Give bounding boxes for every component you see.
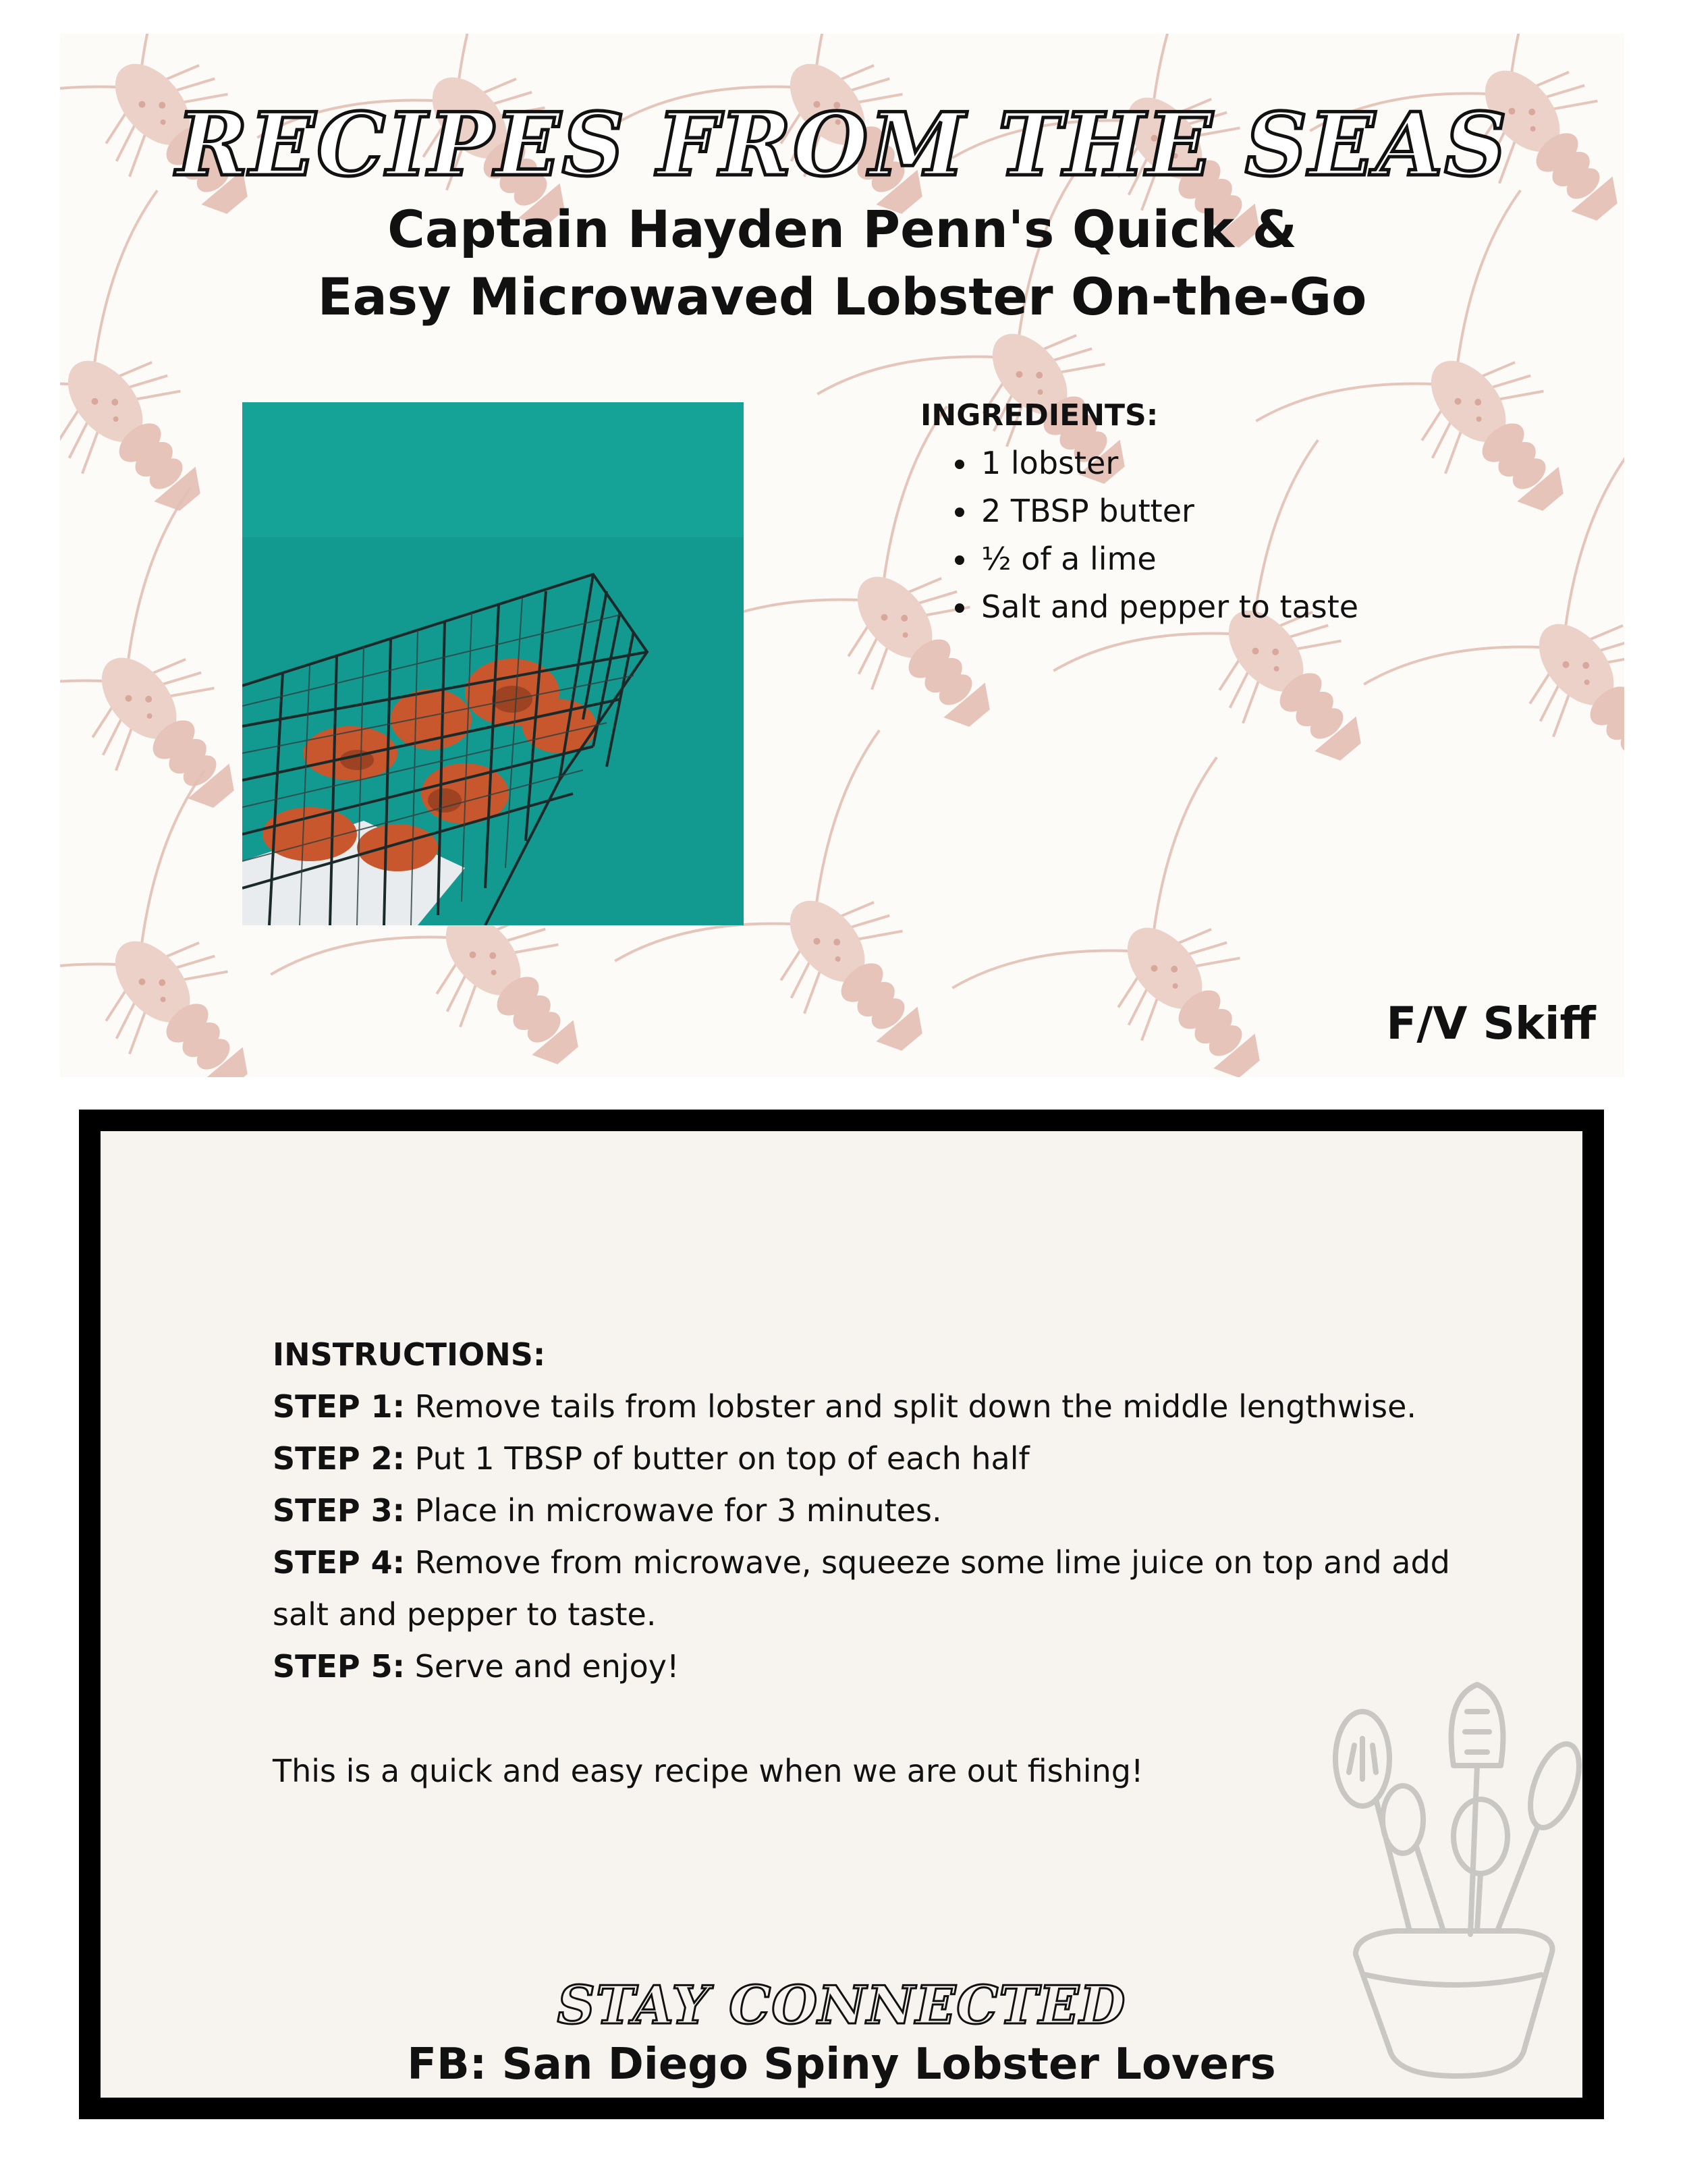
ingredient-item: • 1 lobster (978, 439, 1528, 487)
step-text: Serve and enjoy! (405, 1648, 680, 1685)
vessel-name: F/V Skiff (1386, 998, 1596, 1049)
ingredients-heading: INGREDIENTS: (920, 398, 1159, 433)
recipe-title (60, 196, 1624, 331)
facebook-group: FB: San Diego Spiny Lobster Lovers (407, 2040, 1276, 2090)
instructions-section (273, 1329, 1487, 1797)
step-label: STEP 5: (273, 1648, 406, 1685)
step-text: Place in microwave for 3 minutes. (405, 1492, 942, 1529)
ingredient-item: • Salt and pepper to taste (978, 583, 1528, 631)
stay-connected-heading: STAY CONNECTED (557, 1975, 1126, 2036)
step-1 (273, 1381, 1487, 1433)
step-label: STEP 2: (273, 1440, 406, 1477)
step-4 (273, 1537, 1487, 1641)
recipe-title-line-1: Captain Hayden Penn's Quick & (387, 199, 1297, 259)
ingredients-list (920, 439, 1528, 631)
recipe-header-card (60, 34, 1624, 1077)
instructions-heading: INSTRUCTIONS: (273, 1336, 546, 1373)
step-label: STEP 3: (273, 1492, 406, 1529)
step-text: Remove tails from lobster and split down the middle lengthwise. (405, 1388, 1416, 1425)
recipe-note: This is a quick and easy recipe when we are out fishing! (273, 1753, 1144, 1789)
ingredient-item: • 2 TBSP butter (978, 487, 1528, 535)
step-3 (273, 1485, 1487, 1537)
ingredients-section (920, 398, 1528, 631)
step-5 (273, 1641, 1487, 1693)
instructions-card (79, 1110, 1604, 2119)
step-label: STEP 1: (273, 1388, 406, 1425)
step-text: Put 1 TBSP of butter on top of each half (405, 1440, 1030, 1477)
step-label: STEP 4: (273, 1544, 406, 1581)
lobster-trap-photo (242, 402, 744, 925)
series-title: RECIPES FROM THE SEAS (176, 94, 1508, 196)
step-2 (273, 1433, 1487, 1485)
ingredient-item: • ½ of a lime (978, 535, 1528, 583)
recipe-title-line-2: Easy Microwaved Lobster On-the-Go (317, 267, 1367, 327)
step-text: Remove from microwave, squeeze some lime juice on top and add salt and pepper to taste. (273, 1544, 1450, 1633)
